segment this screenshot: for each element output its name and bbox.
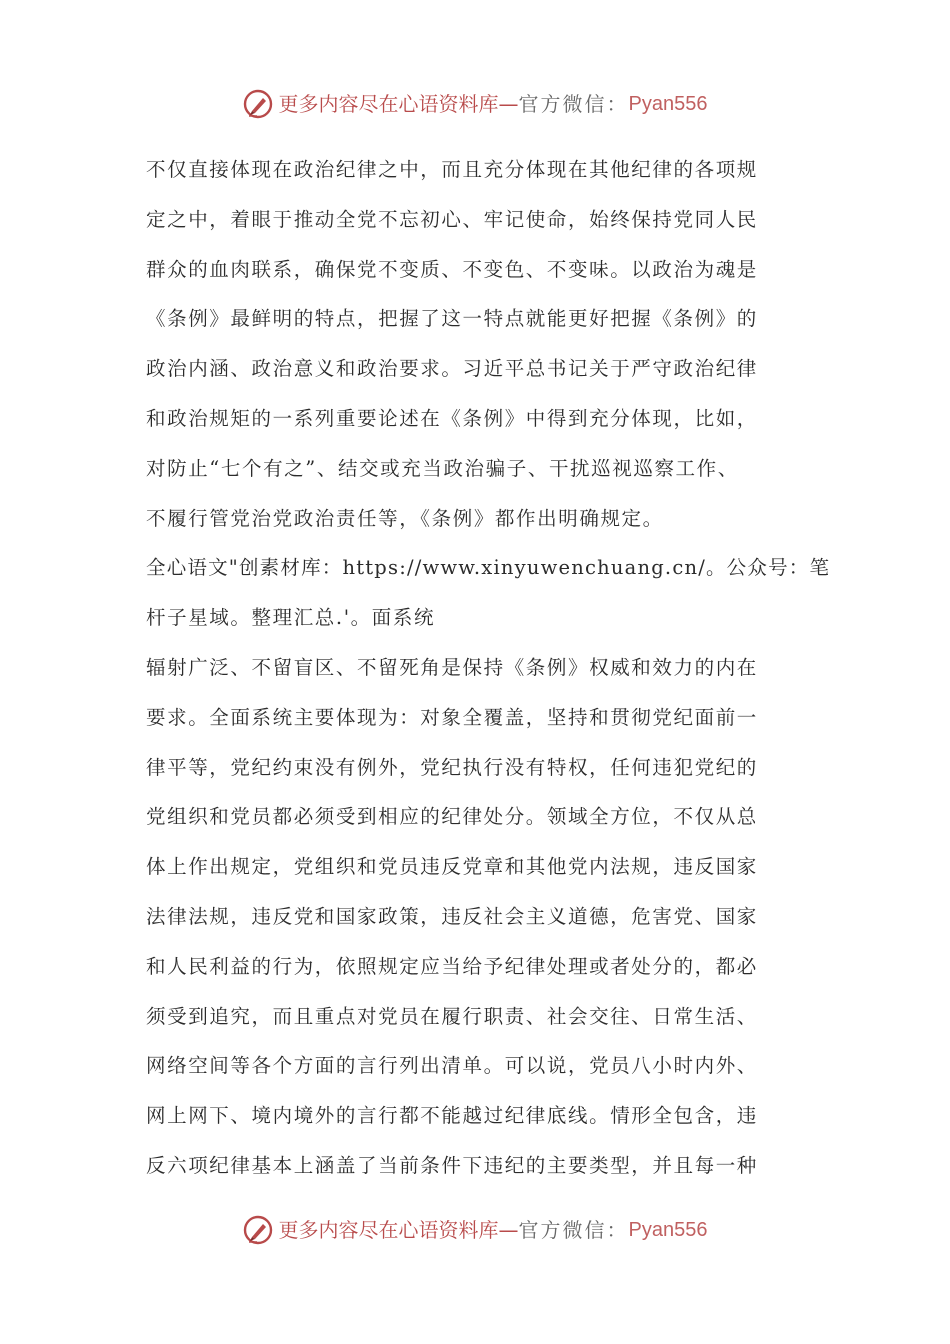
pen-logo-icon (243, 89, 273, 119)
text-line: 党组织和党员都必须受到相应的纪律处分。领域全方位，不仅从总 (146, 805, 758, 829)
text-line-source: 全心语文"创素材库：https://www.xinyuwenchuang.cn/。公众号：笔 (146, 556, 831, 580)
footer-wechat-id: Pyan556 (628, 1219, 708, 1241)
text-line: 法律法规，违反党和国家政策，违反社会主义道德，危害党、国家 (146, 904, 758, 928)
text-line: 辐射广泛、不留盲区、不留死角是保持《条例》权威和效力的内在 (146, 655, 758, 679)
text-line: 反六项纪律基本上涵盖了当前条件下违纪的主要类型，并且每一种 (146, 1153, 758, 1177)
header-wechat-id: Pyan556 (628, 93, 708, 115)
text-line: 杆子星域。整理汇总.'。面系统 (146, 606, 436, 630)
text-line: 《条例》最鲜明的特点，把握了这一特点就能更好把握《条例》的 (146, 307, 758, 331)
text-line: 定之中，着眼于推动全党不忘初心、牢记使命，始终保持党同人民 (146, 207, 758, 231)
text-line: 和人民利益的行为，依照规定应当给予纪律处理或者处分的，都必 (146, 954, 758, 978)
text-line: 须受到追究，而且重点对党员在履行职责、社会交往、日常生活、 (146, 1004, 758, 1028)
pen-logo-icon (243, 1215, 273, 1245)
text-line: 体上作出规定，党组织和党员违反党章和其他党内法规，违反国家 (146, 855, 758, 879)
header-official-label: 官方微信： (518, 92, 629, 116)
footer-brand-text: 更多内容尽在心语资料库 (278, 1218, 499, 1242)
text-line: 对防止“七个有之”、结交或充当政治骗子、干扰巡视巡察工作、 (146, 456, 739, 480)
footer-banner (0, 1210, 950, 1250)
footer-banner-text (279, 1210, 708, 1250)
header-dash: — (498, 92, 519, 116)
footer-official-label: 官方微信： (518, 1218, 629, 1242)
header-banner-text (279, 84, 708, 124)
text-line: 和政治规矩的一系列重要论述在《条例》中得到充分体现，比如， (146, 406, 758, 430)
footer-dash: — (498, 1218, 519, 1242)
text-line: 不仅直接体现在政治纪律之中，而且充分体现在其他纪律的各项规 (146, 158, 758, 181)
text-line: 群众的血肉联系，确保党不变质、不变色、不变味。以政治为魂是 (146, 257, 758, 281)
header-banner (0, 84, 950, 124)
text-line: 政治内涵、政治意义和政治要求。习近平总书记关于严守政治纪律 (146, 357, 758, 381)
text-line: 网络空间等各个方面的言行列出清单。可以说，党员八小时内外、 (146, 1054, 758, 1078)
header-brand-text: 更多内容尽在心语资料库 (278, 92, 499, 116)
text-line: 要求。全面系统主要体现为：对象全覆盖，坚持和贯彻党纪面前一 (146, 705, 758, 729)
document-body (146, 145, 831, 1191)
text-line: 律平等，党纪约束没有例外，党纪执行没有特权，任何违犯党纪的 (146, 755, 758, 779)
text-line: 不履行管党治党政治责任等，《条例》都作出明确规定。 (146, 506, 664, 530)
text-line: 网上网下、境内境外的言行都不能越过纪律底线。情形全包含，违 (146, 1104, 758, 1128)
